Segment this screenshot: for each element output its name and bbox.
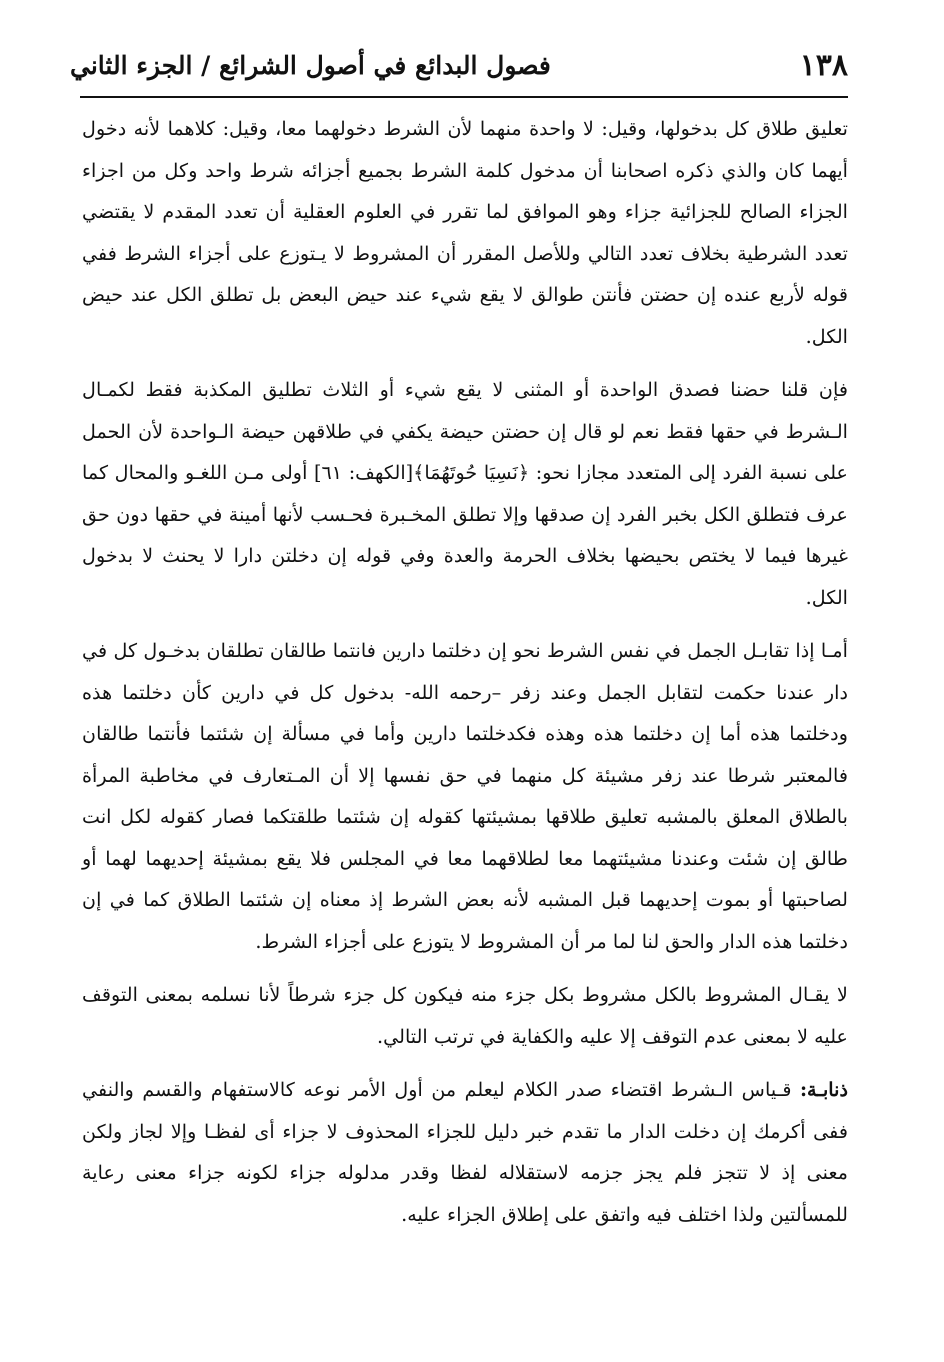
section-lead-word: ذنابـة: <box>799 1078 849 1101</box>
page-number: ١٣٨ <box>799 47 848 83</box>
running-title: فصول البدائع في أصول الشرائع / الجزء الثاني <box>70 50 551 80</box>
paragraph-1-text: تعليق طلاق كل بدخولها، وقيل: لا واحدة منهما لأن الشرط دخولهما معا، وقيل: كلاهما لأنه دخول أيهما كان والذي ذكره اصحابنا أن مدخول كلمة الشرط بجميع أجزائه شرط واحد وكل من اجزاء الجزاء الصالح للجزائية جزاء وهو الموافق لما تقرر في العلوم العقلية أن تعدد المقدم لا يقتضي تعدد الشرطية بخلاف تعدد التالي وللأصل المقرر أن المشروط لا يـتوزع على أجزاء الشرط ففي قوله لأربع عنده إن حضتن فأنتن طوالق لا يقع شيء عند حيض البعض بل تطلق الكل عند حيض الكل. <box>82 117 848 348</box>
paragraph-4 <box>82 974 848 1057</box>
header-rule <box>80 96 848 98</box>
paragraph-2-text: فإن قلنا حضنا فصدق الواحدة أو المثنى لا يقع شيء أو الثلاث تطليق المكذبة فقط لكمـال الـشرط في حقها فقط نعم لو قال إن حضتن حيضة يكفي في طلاقهن حيضة الـواحدة لأن الحمل على نسبة الفرد إلى المتعدد مجازا نحو: ﴿نَسِيَا حُوتَهُمَا﴾[الكهف: ٦١] أولى مـن اللغـو والمحال كما عرف فتطلق الكل بخبر الفرد إن صدقها وإلا تطلق المخـبرة فحـسب لأنها أمينة في حقها دون حق غيرها فيما لا يختص بحيضها بخلاف الحرمة والعدة وفي قوله إن دخلتن دارا لا يحنث لا بدخول الكل. <box>82 378 849 609</box>
running-head <box>70 40 848 90</box>
paragraph-3-text: أمـا إذا تقابـل الجمل في نفس الشرط نحو إن دخلتما دارين فانتما طالقان تطلقان بدخـول كل في دار عندنا حكمت لتقابل الجمل وعند زفر –رحمه الله- بدخول كل في دارين كأن دخلتما هذه ودخلتما هذه أما إن دخلتما هذه وهذه فكدخلتما دارين وأما في مسألة إن شئتما فأنتما طالقان فالمعتبر شرطا عند زفر مشيئة كل منهما في حق نفسها إلا أن المـتعارف في مخاطبة المرأة بالطلاق المعلق بالمشبه تعليق طلاقها بمشيئتها كقوله إن شئتما طلقتكما فصار كقوله لكل انت طالق إن شئت وعندنا مشيئتهما معا لطلاقهما معا في المجلس فلا يقع بمشيئة إحديهما لهما أو لصاحبتها أو بموت إحديهما قبل المشبه لأنه بعض الشرط إذ معناه إن شئتما الطلاق كما في إن دخلتما هذه الدار والحق لنا لما مر أن المشروط لا يتوزع على أجزاء الشرط. <box>82 639 848 953</box>
body-text <box>82 108 848 1247</box>
paragraph-5 <box>82 1069 848 1235</box>
paragraph-3 <box>82 630 848 962</box>
paragraph-4-text: لا يقـال المشروط بالكل مشروط بكل جزء منه فيكون كل جزء شرطاً لأنا نسلمه بمعنى التوقف عليه لا بمعنى عدم التوقف إلا عليه والكفاية في ترتب التالي. <box>82 983 848 1048</box>
paragraph-1 <box>82 108 848 357</box>
paragraph-2 <box>82 369 848 618</box>
paragraph-5-text: قـياس الـشرط اقتضاء صدر الكلام ليعلم من أول الأمر نوعه كالاستفهام والقسم والنفي ففى أكرمك إن دخلت الدار ما تقدم خبر دليل للجزاء المحذوف لا جزاء أى لفظـا وإلا لجاز ولكن معنى إذ لا تتجز فلم يجز جزمه لاستقلاله لفظا وقدر مدلوله جزاء لكونه جزاء معنى رعاية للمسألتين ولذا اختلف فيه واتفق على إطلاق الجزاء عليه. <box>82 1078 848 1226</box>
